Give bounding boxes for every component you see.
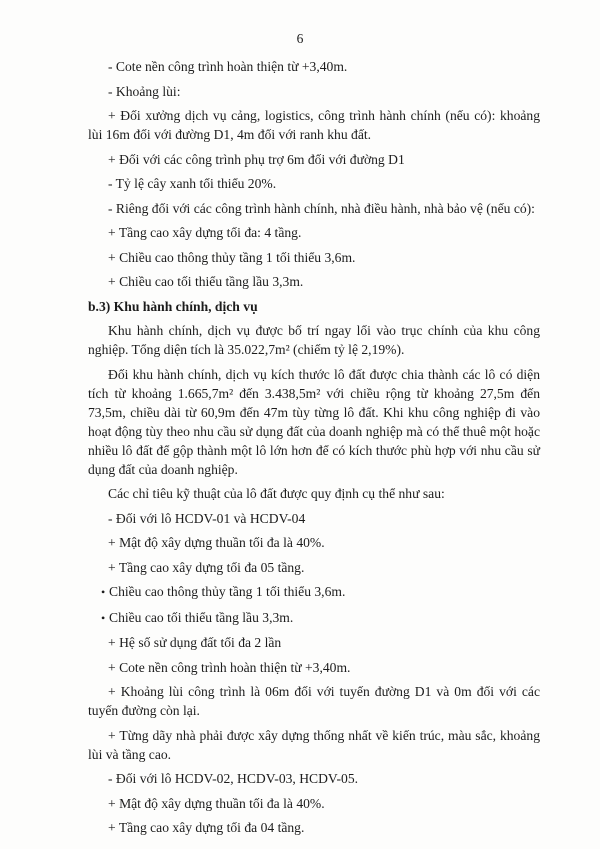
paragraph: - Đối với lô HCDV-02, HCDV-03, HCDV-05. [108, 771, 359, 786]
paragraph: + Cote nền công trình hoàn thiện từ +3,40m. [108, 659, 351, 675]
paragraph: + Tầng cao xây dựng tối đa 04 tầng. [108, 820, 305, 835]
paragraph: + Tầng cao xây dựng tối đa 05 tầng. [108, 559, 305, 575]
paragraph: - Riêng đối với các công trình hành chính, nhà điều hành, nhà bảo vệ (nếu có): [108, 200, 535, 216]
paragraph: + Mật độ xây dựng thuần tối đa là 40%. [108, 795, 325, 811]
paragraph: - Cote nền công trình hoàn thiện từ +3,40m. [108, 59, 348, 74]
paragraph: + Chiều cao tối thiểu tầng lầu 3,3m. [108, 274, 304, 289]
page-number: 6 [296, 31, 304, 46]
paragraph: + Đối với các công trình phụ trợ 6m đối với đường D1 [108, 151, 405, 167]
paragraph: + Chiều cao thông thủy tầng 1 tối thiểu 3,6m. [108, 249, 356, 265]
paragraph: + Tầng cao xây dựng tối đa: 4 tầng. [108, 225, 302, 240]
paragraph: Khu hành chính, dịch vụ được bố trí ngay lối vào trục chính của khu công nghiệp. Tổng diện tích là 35.022,7m² (chiếm tỷ lệ 2,19%). [88, 323, 540, 357]
paragraph: + Từng dãy nhà phải được xây dựng thống nhất về kiến trúc, màu sắc, khoảng lùi và tầng cao. [88, 727, 540, 762]
paragraph: + Hệ số sử dụng đất tối đa 2 lần [108, 635, 282, 650]
paragraph: Đối khu hành chính, dịch vụ kích thước lô đất được chia thành các lô có diện tích từ khoảng 1.665,7m² đến 3.438,5m² với chiều rộng từ khoảng 27,5m đến 73,5m, chiều dài từ 60,9m đến 47m tùy từng lô đất. Khi khu công nghiệp đi vào hoạt động tùy theo nhu cầu sử dụng đất của doanh nghiệp mà có thể thuê một hoặc nhiều lô đất để gộp thành một lô lớn hơn để có kích thước phù hợp với nhu cầu sử dụng đất của doanh nghiệp. [88, 366, 540, 477]
bullet-item: • Chiều cao tối thiểu tầng lầu 3,3m. [88, 608, 540, 628]
paragraph: + Đối xưởng dịch vụ cảng, logistics, công trình hành chính (nếu có): khoảng lùi 16m đối với đường D1, 4m đối với ranh khu đất. [88, 108, 540, 142]
document-body [88, 57, 540, 843]
paragraph: Các chỉ tiêu kỹ thuật của lô đất được quy định cụ thể như sau: [108, 486, 445, 501]
section-heading: b.3) Khu hành chính, dịch vụ [88, 298, 258, 314]
paragraph: + Mật độ xây dựng thuần tối đa là 40%. [108, 535, 325, 550]
paragraph: - Khoảng lùi: [108, 83, 181, 99]
paragraph: - Tỷ lệ cây xanh tối thiểu 20%. [108, 176, 277, 191]
bullet-item: • Chiều cao thông thủy tầng 1 tối thiểu 3,6m. [88, 582, 540, 602]
paragraph: + Khoảng lùi công trình là 06m đối với tuyến đường D1 và 0m đối với các tuyến đường còn lại. [88, 684, 540, 718]
paragraph: - Đối với lô HCDV-01 và HCDV-04 [108, 510, 306, 526]
